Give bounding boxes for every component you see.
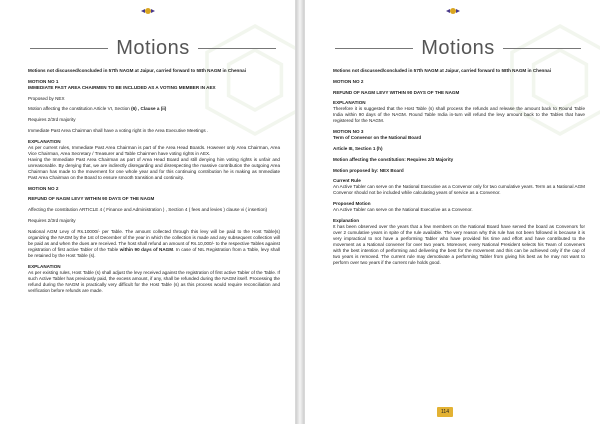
- levy-text-end: . In case of NIL Registration from a Table, levy shall be retained by the Host Table (s).: [28, 246, 280, 258]
- motion-2-requires: Requires 2/3rd majority: [28, 217, 76, 223]
- section-header: [30, 36, 276, 60]
- levy-deadline: within 90 days of NAGM: [119, 246, 174, 252]
- round-table-logo-icon: [141, 6, 155, 16]
- motion-1-explanation-2: Having the Immediate Past Area Chairman as part of Area Head Board and still denying him voting rights is unfair and unreasonable. By denying that, we are indirectly disregarding and disrespecting the massive contribution the outgoing Area Chairman has made to the movement for one whole year and for this continuing contribution he is making as Immediate Past Area Chairman on the Board to ensure smooth transition and continuity.: [28, 156, 280, 180]
- motion-3-title: Term of Convenor on the National Board: [333, 135, 422, 141]
- motion-2-explanation-label: EXPLANATION: [28, 263, 61, 269]
- proposed-motion-label: Proposed Motion: [333, 201, 371, 207]
- left-page: [0, 0, 296, 424]
- motion-1-explanation-1: As per current rules, Immediate Past Area Chairman is part of the Area Head Boards. However only Area Chairman, Area Vice Chairman, Area Secretary / Treasurer and Table Chairmen have voting rights in AEX.: [28, 144, 280, 156]
- header-rule-left: [335, 48, 413, 49]
- levy-text: National AGM Levy of Rs.10000/- per Table. The amount collected through this levy will be paid to the Host Table(s) organizing the NAGM by the 1st of December of the year in which the collection is made and any subsequent collection will be paid as and when the dues are received. The host shall refund an amount of Rs.10,000/- to the respective Tables against registration of first active Tabler of the Table: [28, 228, 280, 252]
- motion-3-proposed: Motion proposed by: NEX Board: [333, 167, 404, 173]
- book-gutter: [296, 0, 304, 424]
- page-title: Motions: [116, 36, 190, 59]
- current-rule-label: Current Rule: [333, 178, 361, 184]
- motion-2-title: REFUND OF NAGM LEVY WITHIN 90 DAYS OF THE NAGM: [333, 89, 460, 95]
- motion-1-proposed: Proposed by NEX: [28, 95, 65, 101]
- motion-1-requires: Requires 2/3rd majority: [28, 117, 76, 123]
- affecting-clause: (6) , Clause a (ii): [131, 106, 167, 112]
- current-rule-text: An Active Tabler can serve on the National Executive as a Convenor only for two cumulative years. Term as a National AGM Convenor should not be included while calculating years of service as a Convenor.: [333, 184, 585, 196]
- explanation-label: Explanation: [333, 217, 360, 223]
- motion-3-article: Article III, Section 1 (h): [333, 145, 383, 151]
- motion-1-heading: MOTION NO 1: [28, 78, 59, 84]
- motion-2-text: [28, 229, 280, 259]
- left-content: [28, 68, 280, 298]
- right-page: [304, 0, 600, 424]
- intro-text: Motions not discussed/concluded in 57th NAGM at Jaipur, carried forward to 58th NAGM in Chennai: [333, 68, 551, 73]
- motion-1-title: IMMEDIATE PAST AREA CHAIRMEN TO BE INCLUDED AS A VOTING MEMBER IN AEX: [28, 84, 216, 90]
- motion-3-heading: MOTION NO 3: [333, 129, 364, 135]
- page-title: Motions: [421, 36, 495, 59]
- explanation-text: It has been observed over the years that a few members on the National Board have served the board as Convenors for over 2 cumulative years in spite of the rule available. The very reason why this rule has not been followed is because it is very impractical to not have a performing Tabler who have provided his time and effort and have contributed to the movement as a National convener for over two years. Moreover, every National President selects his Team of conveners with the best intention of performing and delivering the best for the movement and this can be achieved only if the cap of two years is removed. The current rule may demotivate a performing Tabler from giving his best as he may not want to perform over two years if the current rule holds good.: [333, 223, 585, 265]
- motion-2-explanation: As per existing rules, Host Table (s) shall adjust the levy received against the registration of first active Tabler of the Table. If such Active Tabler has previously paid, the excess amount, if any, shall be refunded during the NAGM itself. Processing the refund during the NAGM is practically very difficult for the Host Table (s) as this process would require reconciliation and verification before refunds are made.: [28, 269, 280, 293]
- right-content: [333, 68, 585, 271]
- section-header: [335, 36, 581, 60]
- proposed-motion-text: An Active Tabler can serve on the National Executive as a Convenor.: [333, 207, 473, 213]
- motion-3-affecting: Motion affecting the constitution: Requires 2/3 Majority: [333, 156, 454, 162]
- affecting-text: Motion affecting the constitution Article VI, Section: [28, 106, 132, 112]
- intro-text: Motions not discussed/concluded in 57th NAGM at Jaipur, carried forward to 58th NAGM in Chennai: [28, 68, 246, 73]
- motion-2-heading: MOTION NO 2: [333, 78, 364, 84]
- motion-1-explanation-label: EXPLANATION: [28, 138, 61, 144]
- round-table-logo-icon: [446, 6, 460, 16]
- motion-2-title: REFUND OF NAGM LEVY WITHIN 90 DAYS OF THE NAGM: [28, 196, 155, 202]
- page-number: 114: [437, 407, 453, 417]
- header-rule-left: [30, 48, 108, 49]
- motion-2-affecting: Affecting the constitution ARTICLE 4 ( Finance and Administration ) , Section 4 ( fees and levies ) clause vi ( insertion): [28, 207, 268, 213]
- motion-2-explanation: Therefore it is suggested that the Host Table (s) shall process the refunds and release the amount back to Round Table India within 90 days of the NAGM. Round Table India in-turn will refund the levy amount back to the Tables that have registered for the NAGM.: [333, 106, 585, 124]
- motion-2-explanation-label: EXPLANATION: [333, 100, 366, 106]
- motion-1-text: Immediate Past Area Chairman shall have a voting right in the Area Executive Meetings .: [28, 127, 209, 133]
- motion-2-heading: MOTION NO 2: [28, 185, 59, 191]
- header-rule-right: [503, 48, 581, 49]
- motion-1-affecting: [28, 106, 280, 112]
- header-rule-right: [198, 48, 276, 49]
